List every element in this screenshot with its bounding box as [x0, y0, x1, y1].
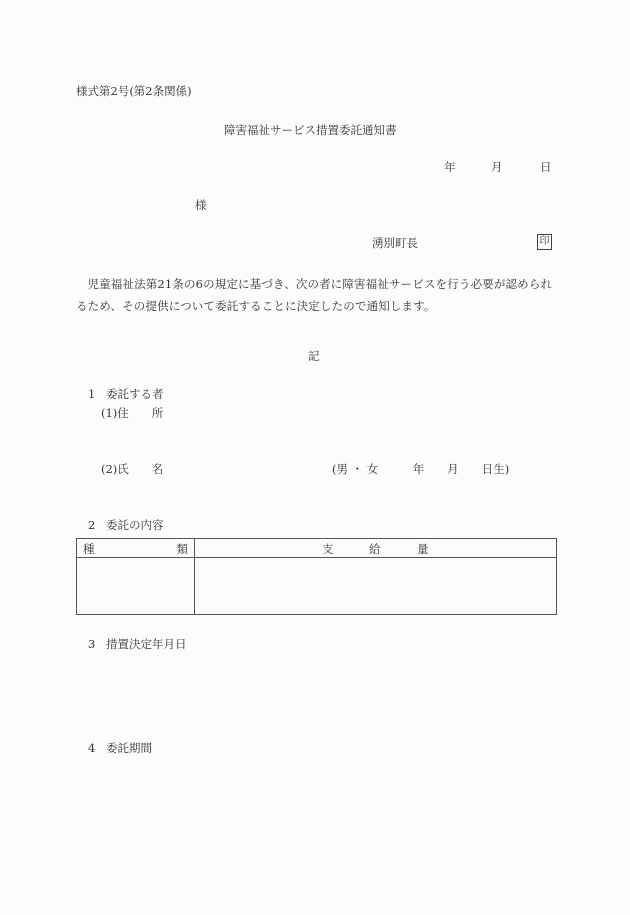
address-label: (1)住 所	[101, 406, 164, 420]
section-number: 2	[88, 518, 96, 532]
section-2-heading	[88, 518, 164, 532]
header-kind-char-2: 類	[176, 542, 188, 556]
header-amount-char-3: 量	[417, 542, 429, 556]
section-title: 委託の内容	[106, 518, 164, 532]
header-amount	[195, 539, 557, 558]
seal-stamp-icon: 印	[537, 234, 552, 250]
section-number: 1	[88, 387, 96, 401]
sex-birthdate-field: (男 ・ 女 年 月 日生)	[332, 462, 510, 476]
section-number: 4	[88, 741, 96, 755]
section-title: 委託期間	[106, 741, 152, 755]
header-kind	[77, 539, 195, 558]
date-month-label: 月	[491, 160, 503, 174]
name-label: (2)氏 名	[101, 462, 164, 476]
form-number: 様式第2号(第2条関係)	[76, 84, 192, 98]
section-1-heading	[88, 387, 164, 401]
issuer-name: 湧別町長	[372, 236, 418, 250]
section-3-heading	[88, 637, 187, 651]
addressee-suffix: 様	[195, 198, 207, 212]
header-amount-char-1: 支	[322, 542, 334, 556]
section-4-heading	[88, 741, 152, 755]
document-title: 障害福祉サービス措置委託通知書	[224, 123, 397, 137]
section-title: 措置決定年月日	[106, 637, 187, 651]
commission-content-table	[76, 538, 557, 615]
cell-amount	[195, 558, 557, 615]
notice-body-text: 児童福祉法第21条の6の規定に基づき、次の者に障害福祉サービスを行う必要が認められるため、その提供について委託することに決定したので通知します。	[76, 277, 553, 313]
table-row	[77, 558, 557, 615]
section-number: 3	[88, 637, 96, 651]
date-day-label: 日	[540, 160, 552, 174]
header-amount-char-2: 給	[369, 542, 381, 556]
table-header-row	[77, 539, 557, 558]
cell-kind	[77, 558, 195, 615]
date-year-label: 年	[444, 160, 456, 174]
ki-heading: 記	[308, 349, 320, 363]
header-kind-char-1: 種	[83, 542, 95, 556]
section-title: 委託する者	[106, 387, 164, 401]
